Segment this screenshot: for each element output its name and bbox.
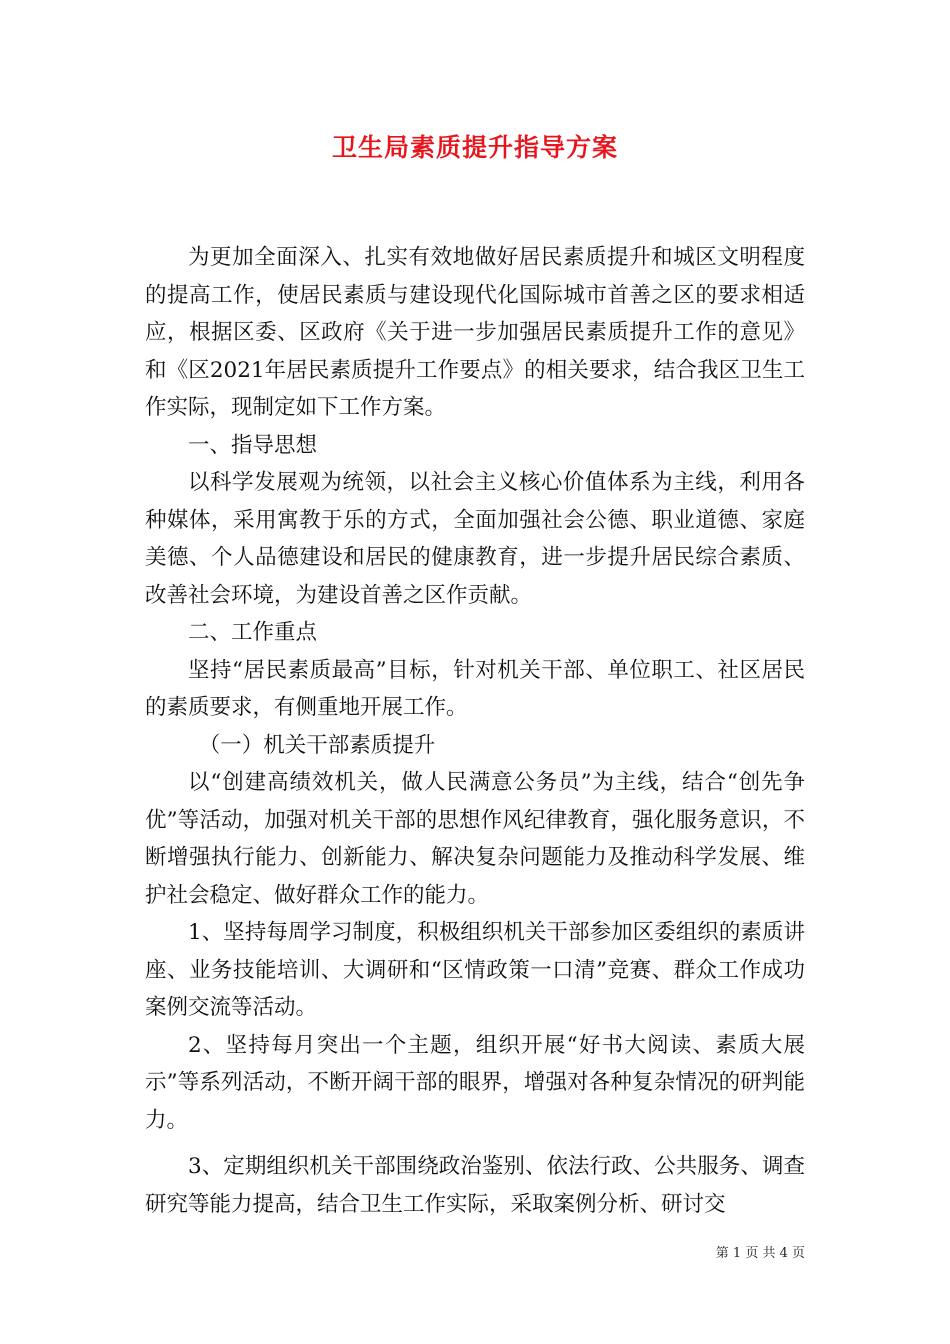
section-heading-guiding-ideology: 一、指导思想 <box>188 432 318 458</box>
section-heading-work-focus: 二、工作重点 <box>188 620 318 645</box>
list-item-3: 3、定期组织机关干部围绕政治鉴别、依法行政、公共服务、调查研究等能力提高，结合卫生工作实际，采取案例分析、研讨交 <box>145 1154 805 1217</box>
page-number-footer: 第 1 页 共 4 页 <box>715 1246 805 1261</box>
list-item-2: 2、坚持每月突出一个主题，组织开展“好书大阅读、素质大展示”等系列活动，不断开阔干部的眼界，增强对各种复杂情况的研判能力。 <box>145 1032 805 1133</box>
paragraph-intro: 为更加全面深入、扎实有效地做好居民素质提升和城区文明程度的提高工作，使居民素质与建设现代化国际城市首善之区的要求相适应，根据区委、区政府《关于进一步加强居民素质提升工作的意见》和《区2021年居民素质提升工作要点》的相关要求，结合我区卫生工作实际，现制定如下工作方案。 <box>145 245 805 420</box>
subsection-heading-cadre-quality: （一）机关干部素质提升 <box>198 732 436 758</box>
document-body <box>145 239 805 1223</box>
paragraph-cadre-quality: 以“创建高绩效机关，做人民满意公务员”为主线，结合“创先争优”等活动，加强对机关干部的思想作风纪律教育，强化服务意识，不断增强执行能力、创新能力、解决复杂问题能力及推动科学发展、维护社会稳定、做好群众工作的能力。 <box>145 770 805 908</box>
paragraph-work-focus: 坚持“居民素质最高”目标，针对机关干部、单位职工、社区居民的素质要求，有侧重地开展工作。 <box>145 657 805 720</box>
document-title: 卫生局素质提升指导方案 <box>331 133 618 162</box>
paragraph-guiding-ideology: 以科学发展观为统领，以社会主义核心价值体系为主线，利用各种媒体，采用寓教于乐的方式，全面加强社会公德、职业道德、家庭美德、个人品德建设和居民的健康教育，进一步提升居民综合素质、改善社会环境，为建设首善之区作贡献。 <box>145 470 805 608</box>
list-item-1: 1、坚持每周学习制度，积极组织机关干部参加区委组织的素质讲座、业务技能培训、大调研和“区情政策一口清”竞赛、群众工作成功案例交流等活动。 <box>145 920 805 1020</box>
